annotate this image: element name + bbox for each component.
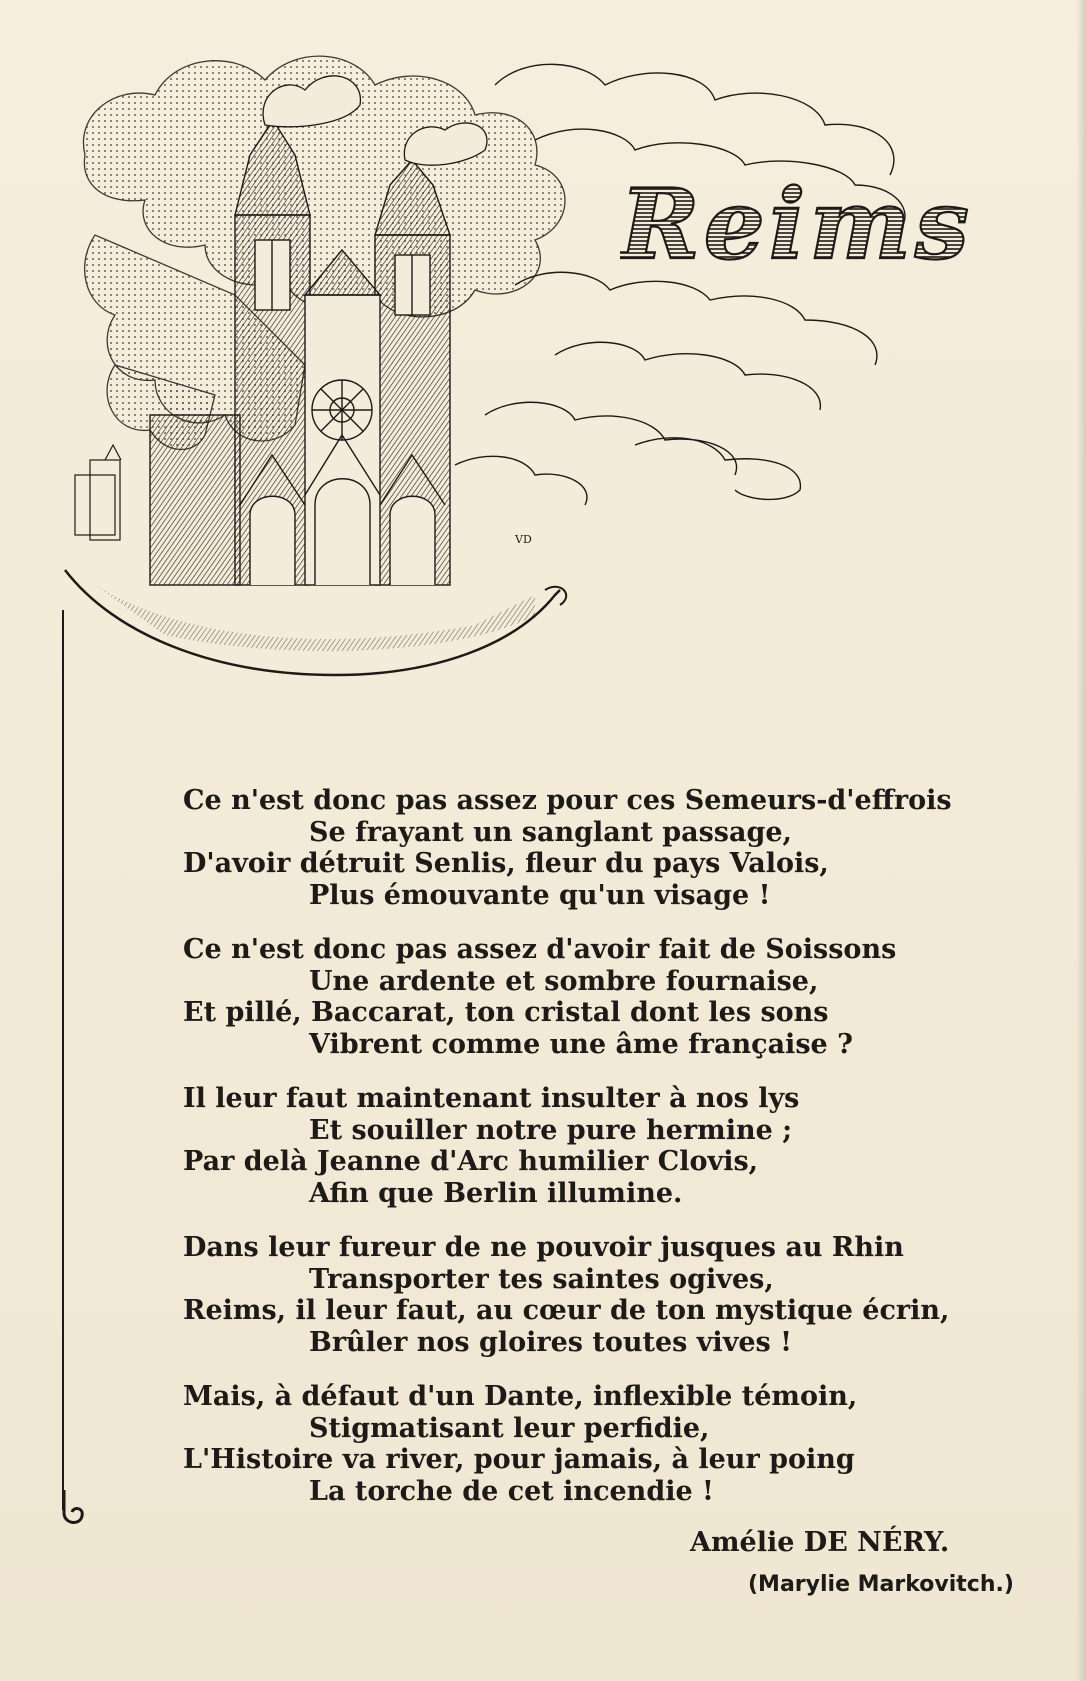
poem-line: Reims, il leur faut, au cœur de ton mystique écrin, — [183, 1295, 950, 1326]
frame-curl-icon — [60, 1488, 90, 1528]
poem-line: Stigmatisant leur perfidie, — [309, 1412, 710, 1444]
poem-line: Transporter tes saintes ogives, — [309, 1263, 774, 1295]
poem-line: Et pillé, Baccarat, ton cristal dont les sons — [183, 997, 829, 1028]
poem-line: Mais, à défaut d'un Dante, inflexible témoin, — [183, 1381, 858, 1412]
stanza-3 — [183, 1083, 1043, 1209]
stanza-1 — [183, 785, 1043, 911]
background-buildings — [75, 445, 121, 540]
poem-line: L'Histoire va river, pour jamais, à leur poing — [183, 1444, 855, 1475]
cathedral-illustration — [55, 35, 1005, 725]
author-name: Amélie DE NÉRY. — [690, 1527, 950, 1558]
title-reims — [620, 180, 1000, 290]
frame-line — [62, 610, 64, 1510]
poem-line: Il leur faut maintenant insulter à nos lys — [183, 1083, 800, 1114]
illustrator-signature: VD — [515, 533, 532, 546]
card-edge — [1076, 0, 1086, 1681]
poem-line: Ce n'est donc pas assez pour ces Semeurs-d'effrois — [183, 785, 952, 816]
poem-line: Une ardente et sombre fournaise, — [309, 965, 819, 997]
poem — [183, 785, 1043, 1530]
poem-line: La torche de cet incendie ! — [309, 1475, 714, 1507]
author-pseudonym: (Marylie Markovitch.) — [748, 1572, 1014, 1597]
stanza-5 — [183, 1381, 1043, 1507]
stanza-4 — [183, 1232, 1043, 1358]
title-text: Reims — [620, 180, 973, 281]
poem-line: Ce n'est donc pas assez d'avoir fait de Soissons — [183, 934, 897, 965]
poem-line: Se frayant un sanglant passage, — [309, 816, 792, 848]
poem-line: Par delà Jeanne d'Arc humilier Clovis, — [183, 1146, 759, 1177]
poem-line: Plus émouvante qu'un visage ! — [309, 879, 771, 911]
poem-line: D'avoir détruit Senlis, fleur du pays Valois, — [183, 848, 829, 879]
poem-line: Afin que Berlin illumine. — [309, 1177, 683, 1209]
poem-line: Et souiller notre pure hermine ; — [309, 1114, 793, 1146]
poem-line: Brûler nos gloires toutes vives ! — [309, 1326, 793, 1358]
stanza-2 — [183, 934, 1043, 1060]
poem-line: Dans leur fureur de ne pouvoir jusques au Rhin — [183, 1232, 904, 1263]
poem-line: Vibrent comme une âme française ? — [309, 1028, 853, 1060]
